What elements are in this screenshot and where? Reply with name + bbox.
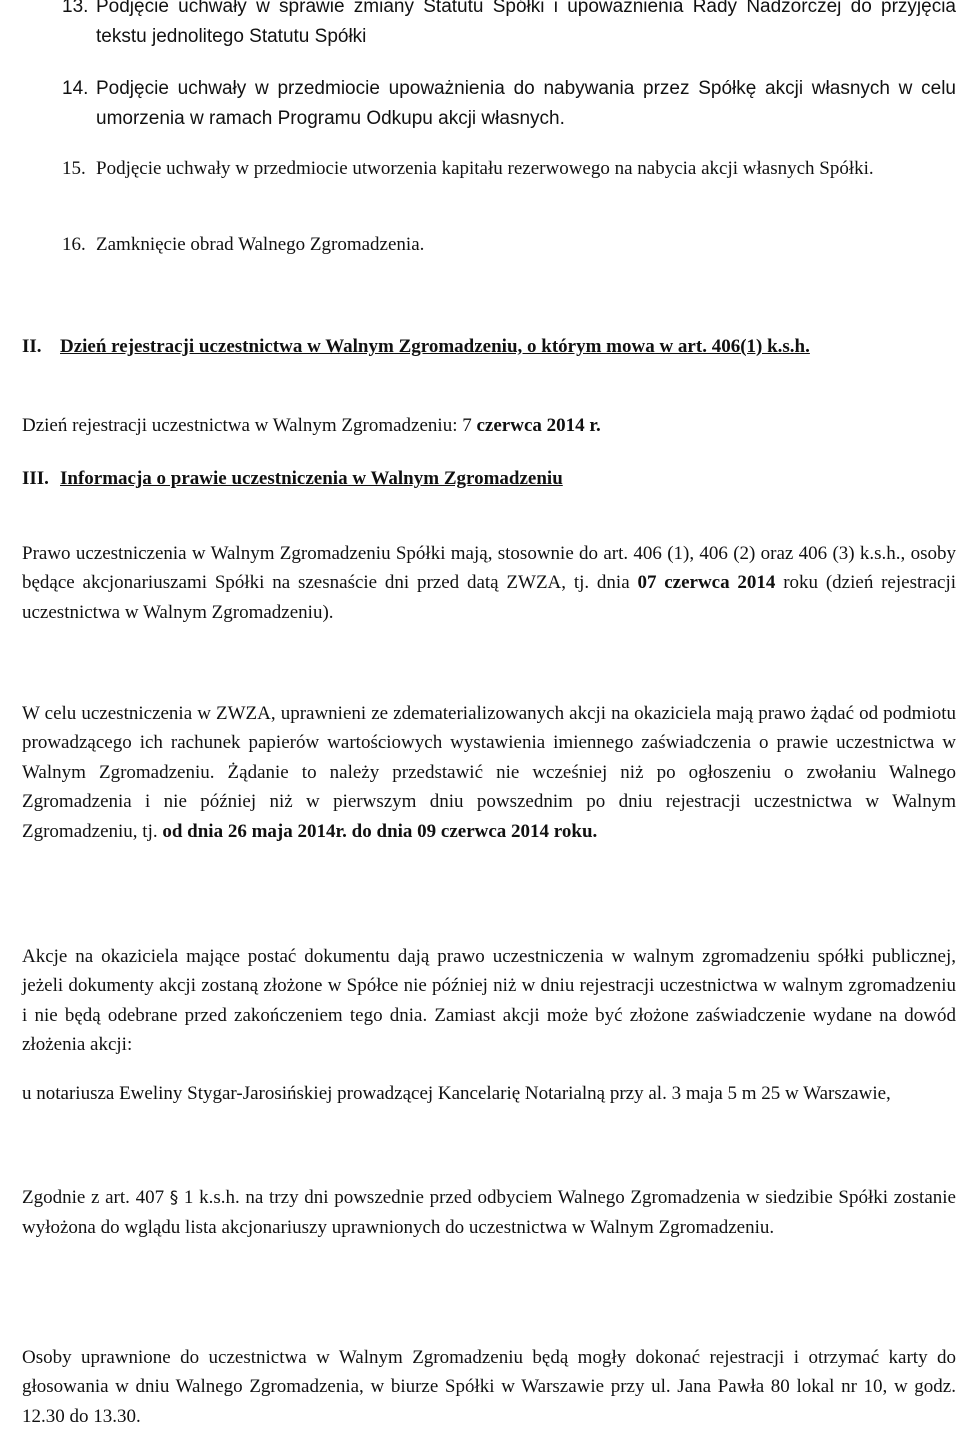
paragraph-registration-office <box>22 1343 956 1431</box>
paragraph-text: Zgodnie z art. 407 <box>22 1187 170 1208</box>
agenda-item-number: 16. <box>62 234 86 255</box>
section-title: Informacja o prawie uczestniczenia w Walnym Zgromadzeniu <box>60 468 563 489</box>
paragraph-dematerialized-shares <box>22 699 956 846</box>
agenda-item-number: 13. <box>62 0 89 17</box>
paragraph-shareholder-list <box>22 1183 956 1243</box>
section-heading-iii <box>22 464 952 494</box>
agenda-item-number: 15. <box>62 158 86 179</box>
agenda-item-13 <box>62 0 956 52</box>
registration-date-line <box>22 411 956 440</box>
paragraph-text: Akcje na okaziciela mające postać dokumentu dają prawo uczestniczenia w walnym zgromadzeniu spółki publicznej, jeżeli dokumenty akcji zostaną złożone w Spółce nie później niż w dniu rejestracji uczestnictwa w walnym zgromadzeniu i nie będą odebrane przed zakończeniem tego dnia. Zamiast akcji może być złożone zaświadczenie wydane na dowód złożenia akcji: <box>22 946 956 1056</box>
paragraph-text: Prawo uczestniczenia w Walnym Zgromadzeniu Spółki mają, stosownie do art. 406 (1), 406 (2) oraz 406 (3) k.s.h., osoby będące akcjonariuszami Spółki na szesnaście dni przed datą ZWZA, tj. dnia <box>22 543 956 594</box>
paragraph-participation-right <box>22 539 956 627</box>
agenda-item-16 <box>62 230 956 260</box>
paragraph-bold-date: 07 czerwca 2014 <box>637 572 776 594</box>
section-title: Dzień rejestracji uczestnictwa w Walnym Zgromadzeniu, o którym mowa w art. 406(1) k.s.h. <box>60 336 810 357</box>
section-sign: § <box>169 1188 179 1208</box>
agenda-item-text: Podjęcie uchwały w przedmiocie utworzenia kapitału rezerwowego na nabycia akcji własnych Spółki. <box>96 158 874 179</box>
paragraph-notary <box>22 1079 956 1108</box>
registration-date-value: czerwca 2014 r. <box>476 415 601 436</box>
paragraph-text: W celu uczestniczenia w ZWZA, uprawnieni ze zdematerializowanych akcji na okaziciela mają prawo żądać od podmiotu prowadzącego ich rachunek papierów wartościowych wystawienia imiennego zaświadczenia o prawie uczestnictwa w Walnym Zgromadzeniu. Żądanie to należy przedstawić nie wcześniej niż po ogłoszeniu o zwołaniu Walnego Zgromadzenia i nie później niż w pierwszym dniu powszednim po dniu rejestracji uczestnictwa w Walnym Zgromadzeniu, tj. <box>22 703 956 842</box>
agenda-item-15 <box>62 154 956 184</box>
section-heading-ii <box>22 332 952 362</box>
agenda-item-text: Podjęcie uchwały w przedmiocie upoważnienia do nabywania przez Spółkę akcji własnych w celu umorzenia w ramach Programu Odkupu akcji własnych. <box>96 78 956 129</box>
paragraph-text: 1 k.s.h. na trzy dni powszednie przed odbyciem Walnego Zgromadzenia w siedzibie Spółki zostanie wyłożona do wglądu lista akcjonariuszy uprawnionych do uczestnictwa w Walnym Zgromadzeniu. <box>22 1187 956 1239</box>
agenda-item-text: Podjęcie uchwały w sprawie zmiany Statutu Spółki i upoważnienia Rady Nadzorczej do przyjęcia tekstu jednolitego Statutu Spółki <box>96 0 956 47</box>
agenda-item-14 <box>62 74 956 134</box>
agenda-item-number: 14. <box>62 78 89 99</box>
paragraph-text: u notariusza Eweliny Stygar-Jarosińskiej prowadzącej Kancelarię Notarialną przy al. 3 maja 5 m 25 w Warszawie, <box>22 1083 891 1104</box>
registration-date-text: Dzień rejestracji uczestnictwa w Walnym Zgromadzeniu: 7 <box>22 415 477 436</box>
paragraph-text: roku (dzień rejestracji uczestnictwa w Walnym Zgromadzeniu). <box>22 572 957 623</box>
section-number: III. <box>22 468 49 489</box>
paragraph-text: Osoby uprawnione do uczestnictwa w Walnym Zgromadzeniu będą mogły dokonać rejestracji i otrzymać karty do głosowania w dniu Walnego Zgromadzenia, w biurze Spółki w Warszawie przy ul. Jana Pawła 80 lokal nr 10, w godz. 12.30 do 13.30. <box>22 1347 956 1427</box>
agenda-item-text: Zamknięcie obrad Walnego Zgromadzenia. <box>96 234 425 255</box>
paragraph-bearer-shares <box>22 942 956 1060</box>
paragraph-bold-date-range: od dnia 26 maja 2014r. do dnia 09 czerwca 2014 roku. <box>162 820 598 842</box>
section-number: II. <box>22 336 42 357</box>
